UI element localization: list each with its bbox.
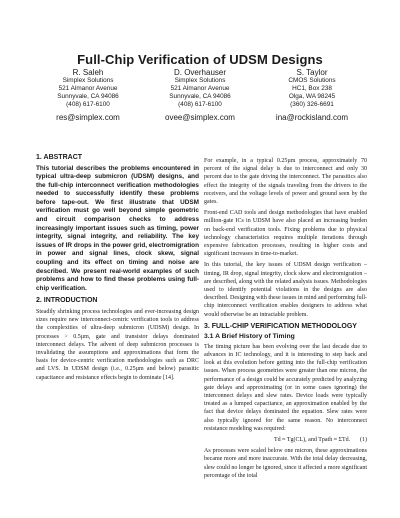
abstract-heading: 1. ABSTRACT	[36, 154, 83, 161]
author-email[interactable]: ovee@simplex.com	[165, 113, 235, 122]
author-address-line: Sunnyvale, CA 94086	[169, 93, 231, 100]
introduction-paragraph: Steadily shrinking process technologies and ever-increasing design sizes require new interconnect-centric verification tools to address the complexities of ultra-deep submicron (UDSM) design. In processes > 0.5µm, gate and transistor delays dominated interconnect delays. The advent of deep submicron processes is invalidating the assumptions and approximations that form the basis for device-centric verification methodologies such as DRC and LVS. In UDSM design (i.e., 0.25µm and below) parasitic capacitance and resistance effects begin to dominate [14].	[36, 308, 199, 381]
equation-1	[204, 436, 367, 445]
body-paragraph: Front-end CAD tools and design methodologies that have enabled million-gate ICs in UDSM have also placed an increasing burden on back-end verification tools. Fixing problems due to physical technology characteristics requires multiple iterations through expensive fabrication processes, resulting in higher costs and significant increases in time-to-market.	[204, 210, 367, 258]
body-paragraph: As processes were scaled below one micron, these approximations became more and more inaccurate. With the total delay decreasing, slew could no longer be ignored, since it affected a more significant percentage of the total	[204, 448, 367, 479]
author-org: CMOS Solutions	[288, 77, 336, 84]
author-phone: (408) 617-6100	[66, 101, 110, 108]
author-phone: (408) 617-6100	[178, 101, 222, 108]
equation-number: (1)	[360, 437, 367, 444]
author-address-line: Olga, WA 98245	[288, 93, 336, 100]
section-heading: 3. FULL-CHIP VERIFICATION METHODOLOGY	[204, 322, 357, 330]
right-column	[204, 157, 367, 483]
author-phone: (360) 326-6691	[290, 101, 334, 108]
author-3	[256, 68, 368, 122]
author-email[interactable]: ina@rockisland.com	[275, 113, 349, 122]
author-org: Simplex Solutions	[62, 77, 114, 84]
author-block	[32, 68, 368, 122]
introduction-heading: 2. INTRODUCTION	[36, 297, 98, 305]
author-address-line: HC1, Box 238	[292, 85, 332, 92]
subsection-heading: 3.1 A Brief History of Timing	[204, 333, 295, 341]
body-paragraph: For example, in a typical 0.25µm process, approximately 70 percent of the signal delay is due to interconnect and only 30 percent due to the gate driving the interconnect. The parasitics also effect the integrity of the signals traveling from the drivers to the receivers, and the voltage levels of power and ground seen by the gates.	[204, 158, 367, 206]
author-email[interactable]: res@simplex.com	[56, 113, 120, 122]
author-address-line: 521 Almanor Avenue	[58, 85, 118, 92]
abstract-text: This tutorial describes the problems encountered in typical ultra-deep submicron (UDSM) designs, and the full-chip interconnect verification methodologies needed to successfully identify these problems before tape-out. We first illustrate that UDSM verification must go well beyond simple geometric and circuit comparison checks to address increasingly important issues such as timing, power integrity, signal integrity, and reliability. The key issues of IR drops in the power grid, electromigration in power and signal lines, clock skew, signal coupling and its effect on timing and noise are described. We present real-world examples of such problems and how to find these problems using full-chip verification.	[36, 164, 199, 292]
author-2	[144, 68, 256, 122]
body-paragraph: The timing picture has been evolving over the last decade due to advances in IC technology, and it is interesting to step back and look at this evolution before getting into the full-chip verification issues. When process geometries were greater than one micron, the performance of a design could be accurately predicted by analyzing gate delays and approximating (or in some cases ignoring) the interconnect delays and slew rates. Device loads were typically treated as a lumped capacitance, an approximation enabled by the fact that device delays dominated the equation. Slew rates were also typically ignored for the same reason. No interconnect resistance modeling was required:	[204, 343, 367, 432]
author-name: R. Saleh	[72, 68, 104, 77]
author-1	[32, 68, 144, 122]
equation-text: Td ≈ Tg(CL), and Tpath ≈ ΣTd.	[274, 437, 351, 444]
paper-title: Full-Chip Verification of UDSM Designs	[77, 52, 323, 67]
author-name: S. Taylor	[296, 68, 328, 77]
body-paragraph: In this tutorial, the key issues of UDSM design verification – timing, IR drop, signal integrity, clock skew and electromigration – are described, along with the related analysis issues. Methodologies used to identify potential violations in the designs are also described. Designing with these issues in mind and performing full-chip interconnect verification enables designers to address what would otherwise be an intractable problem.	[204, 262, 367, 318]
left-column	[36, 150, 199, 385]
author-name: D. Overhauser	[173, 68, 227, 77]
author-address-line: 521 Almanor Avenue	[170, 85, 230, 92]
author-org: Simplex Solutions	[174, 77, 226, 84]
author-address-line: Sunnyvale, CA 94086	[57, 93, 119, 100]
